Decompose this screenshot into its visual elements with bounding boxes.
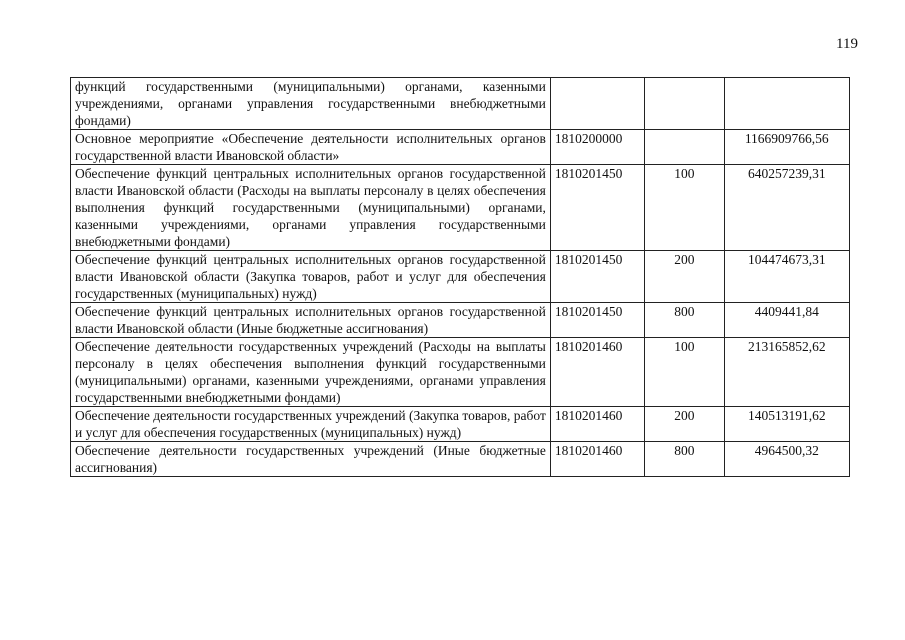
row-expense-type: 100 xyxy=(645,338,724,407)
row-sum: 213165852,62 xyxy=(724,338,850,407)
row-expense-type: 200 xyxy=(645,407,724,442)
row-code xyxy=(550,78,644,130)
row-name: Обеспечение функций центральных исполнительных органов государственной власти Ивановской области (Закупка товаров, работ и услуг для обеспечения государственных (муниципальных) нужд) xyxy=(71,251,551,303)
row-code: 1810201450 xyxy=(550,165,644,251)
row-sum: 4409441,84 xyxy=(724,303,850,338)
row-sum: 4964500,32 xyxy=(724,442,850,477)
row-sum: 640257239,31 xyxy=(724,165,850,251)
table-row xyxy=(71,251,850,303)
row-code: 1810201460 xyxy=(550,338,644,407)
row-name: Обеспечение деятельности государственных учреждений (Расходы на выплаты персоналу в целях обеспечения выполнения функций государственными (муниципальными) органами, казенными учреждениями, органами управления государственными внебюджетными фондами) xyxy=(71,338,551,407)
table-row xyxy=(71,78,850,130)
table-row xyxy=(71,165,850,251)
page-number: 119 xyxy=(836,36,858,52)
row-sum: 1166909766,56 xyxy=(724,130,850,165)
row-name: Обеспечение деятельности государственных учреждений (Иные бюджетные ассигнования) xyxy=(71,442,551,477)
row-sum: 104474673,31 xyxy=(724,251,850,303)
table-row xyxy=(71,338,850,407)
row-name: Обеспечение функций центральных исполнительных органов государственной власти Ивановской области (Иные бюджетные ассигнования) xyxy=(71,303,551,338)
row-name: Обеспечение функций центральных исполнительных органов государственной власти Ивановской области (Расходы на выплаты персоналу в целях обеспечения выполнения функций государственными (муниципальными) органами, казенными учреждениями, органами управления государственными внебюджетными фондами) xyxy=(71,165,551,251)
row-expense-type xyxy=(645,78,724,130)
budget-table xyxy=(70,77,850,477)
row-expense-type xyxy=(645,130,724,165)
row-name: функций государственными (муниципальными) органами, казенными учреждениями, органами управления государственными внебюджетными фондами) xyxy=(71,78,551,130)
row-code: 1810201460 xyxy=(550,442,644,477)
row-expense-type: 100 xyxy=(645,165,724,251)
row-name: Обеспечение деятельности государственных учреждений (Закупка товаров, работ и услуг для обеспечения государственных (муниципальных) нужд) xyxy=(71,407,551,442)
row-sum xyxy=(724,78,850,130)
row-code: 1810201460 xyxy=(550,407,644,442)
table-row xyxy=(71,407,850,442)
row-name: Основное мероприятие «Обеспечение деятельности исполнительных органов государственной власти Ивановской области» xyxy=(71,130,551,165)
row-sum: 140513191,62 xyxy=(724,407,850,442)
row-code: 1810201450 xyxy=(550,303,644,338)
row-expense-type: 800 xyxy=(645,442,724,477)
row-expense-type: 200 xyxy=(645,251,724,303)
table-row xyxy=(71,130,850,165)
row-code: 1810201450 xyxy=(550,251,644,303)
row-code: 1810200000 xyxy=(550,130,644,165)
row-expense-type: 800 xyxy=(645,303,724,338)
table-row xyxy=(71,442,850,477)
table-row xyxy=(71,303,850,338)
